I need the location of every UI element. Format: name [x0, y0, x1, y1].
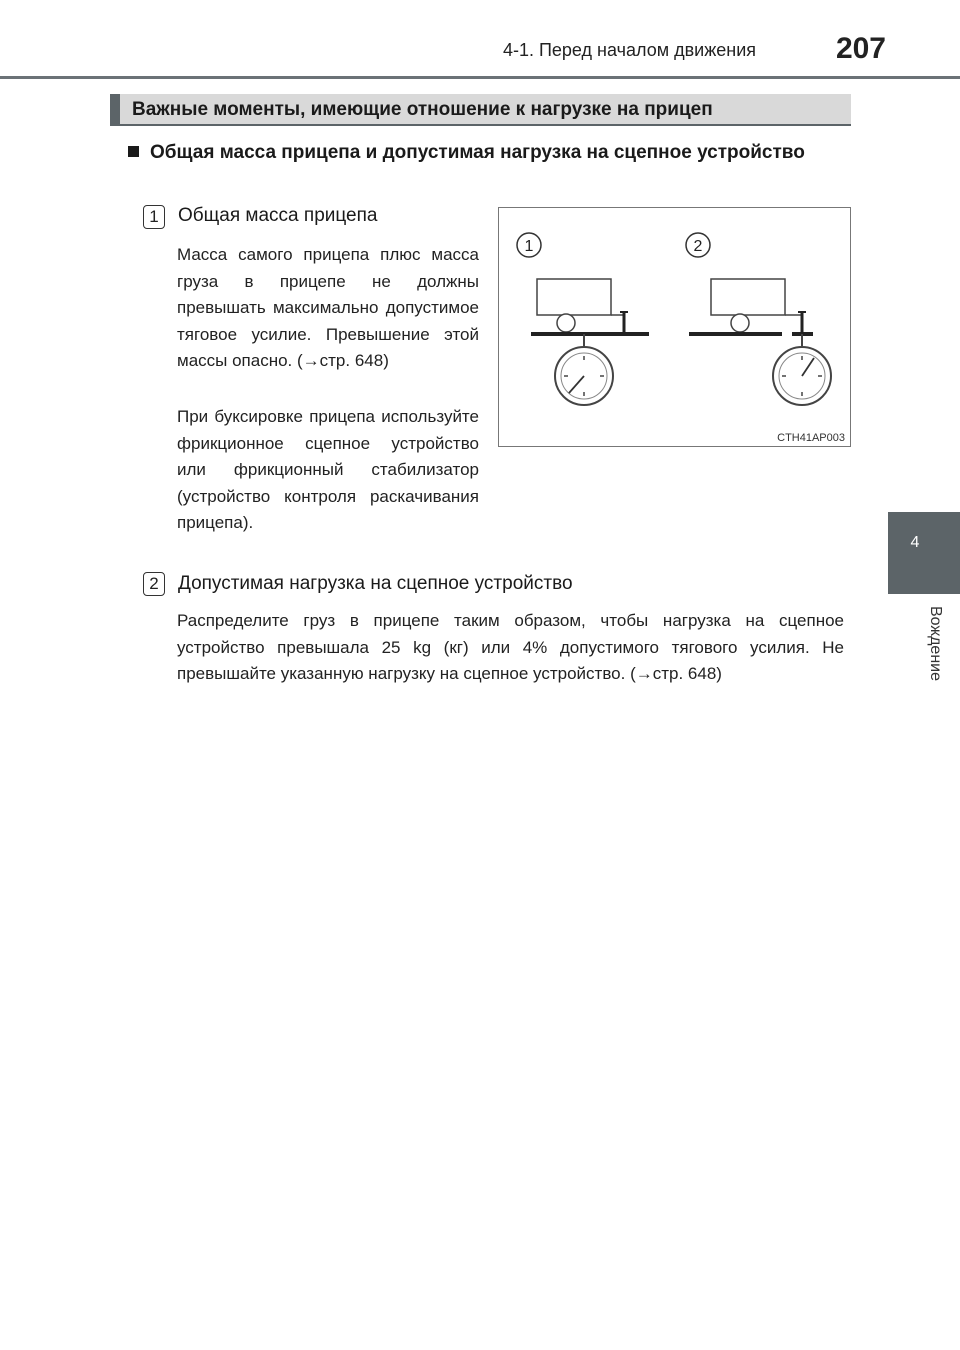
item-paragraph: Распределите груз в прицепе таким образом, чтобы нагрузка на сцепное устройство превышала 25 kg (кг) или 4% допустимого тягового усилия. Не превышайте указанную нагрузку на сцепное устройство. (→стр. 648) [177, 611, 844, 683]
page-number: 207 [835, 32, 886, 65]
item-paragraph: При буксировке прицепа используйте фрикционное сцепное устройство или фрикционный стабилизатор (устройство контроля раскачивания прицепа). [177, 407, 479, 532]
item-number-badge: 2 [143, 572, 165, 596]
running-header-section: 4-1. Перед началом движения [502, 40, 756, 60]
trailer-on-scale-left [531, 279, 649, 405]
chapter-tab-number: 4 [910, 534, 920, 551]
figure-label-2-text: 2 [693, 238, 703, 255]
trailer-tongue-on-scale-right [689, 279, 831, 405]
figure-code: CTH41AP003 [777, 432, 845, 444]
chapter-tab-label: Вождение [927, 606, 944, 681]
figure-label-1 [517, 233, 541, 257]
trailer-weight-scale-illustration [499, 208, 849, 445]
item-paragraph: Масса самого прицепа плюс масса груза в прицепе не должны превышать максимально допустимое тяговое усилие. Превышение этой массы опасно. (→стр. 648) [177, 245, 479, 370]
header-divider [0, 76, 960, 79]
subheading: Общая масса прицепа и допустимая нагрузка на сцепное устройство [150, 142, 805, 163]
section-banner [110, 94, 851, 126]
item-title: Допустимая нагрузка на сцепное устройство [178, 573, 573, 594]
section-banner-title: Важные моменты, имеющие отношение к нагрузке на прицеп [132, 99, 713, 120]
square-bullet-icon [128, 146, 139, 157]
item-number-badge: 1 [143, 205, 165, 229]
chapter-tab [888, 512, 960, 594]
trailer-load-figure [498, 207, 851, 447]
figure-label-1-text: 1 [524, 238, 534, 255]
figure-label-2 [686, 233, 710, 257]
item-title: Общая масса прицепа [178, 205, 378, 226]
